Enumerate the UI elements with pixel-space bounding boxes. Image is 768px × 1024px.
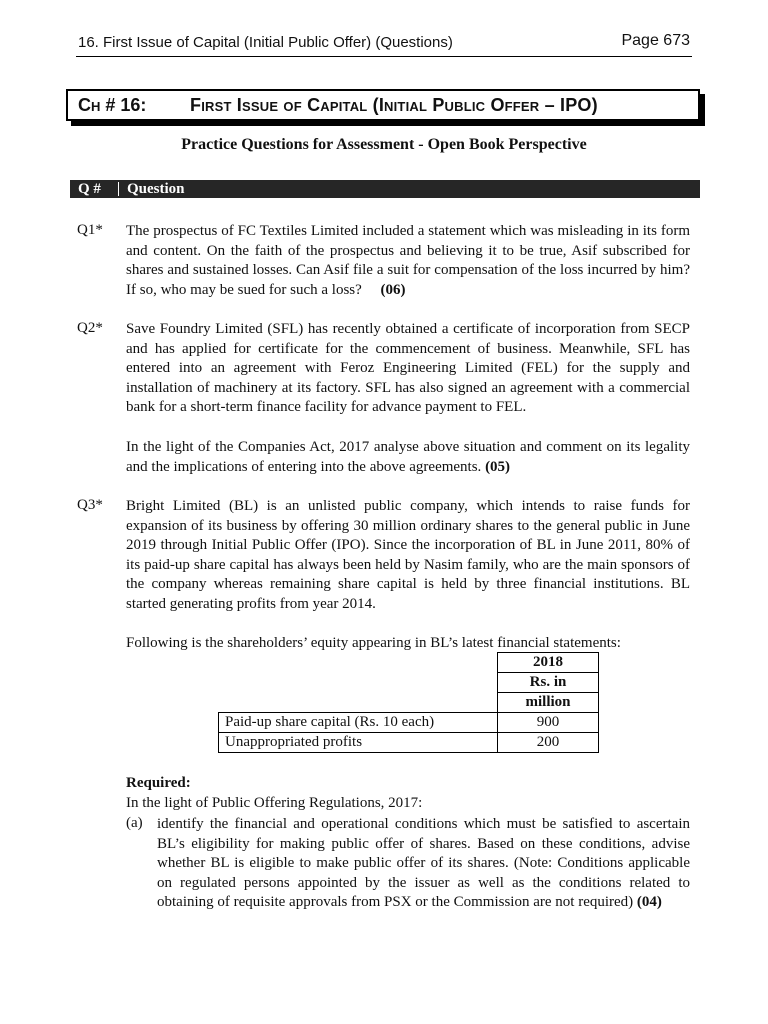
table-cell-empty <box>219 673 498 693</box>
question-number: Q2* <box>77 320 103 336</box>
table-cell-empty <box>219 693 498 713</box>
part-a-label: (a) <box>126 815 143 831</box>
row-label: Paid-up share capital (Rs. 10 each) <box>219 713 498 733</box>
question-text: Bright Limited (BL) is an unlisted public company, which intends to raise funds for expansion of its business by offering 30 million ordinary shares to the general public in June 2019 through Initial Public Offer (IPO). Since the incorporation of BL in June 2011, 80% of its paid-up share capital has always been held by Nasim family, who are the main sponsors of the company whereas remaining share capital is held by three financial institutions. BL started generating profits from year 2014. <box>126 498 690 612</box>
question-number: Q3* <box>77 497 103 513</box>
part-a-text <box>157 815 690 913</box>
page-number: Page 673 <box>621 32 690 49</box>
table-cell-empty <box>219 653 498 673</box>
qnum-column-header: Q # <box>78 181 101 197</box>
unit-header-line2: million <box>498 693 599 713</box>
question-column-header: Question <box>127 181 185 197</box>
chapter-title: First Issue of Capital (Initial Public Offer – IPO) <box>190 95 598 115</box>
question-number: Q1* <box>77 222 103 238</box>
question-body: The prospectus of FC Textiles Limited included a statement which was misleading in its form and content. On the faith of the prospectus and believing it to be true, Asif subscribed for shares and sustained losses. Can Asif file a suit for compensation of the loss incurred by him? If so, who may be sued for such a loss? <box>126 223 690 298</box>
table-row <box>219 673 599 693</box>
question-marks: (06) <box>380 281 406 298</box>
chapter-title-box <box>66 89 700 121</box>
table-row <box>219 713 599 733</box>
part-a-body: identify the financial and operational conditions which must be satisfied to ascertain BL’s eligibility for making public offer of shares. Based on these conditions, advise whether BL is eligible to make public offer of its shares. (Note: Conditions applicable on regulated persons appointed by the issuer as well as the conditions related to obtaining of requisite approvals from PSX or the Commission are not required) <box>157 816 690 911</box>
part-a-marks: (04) <box>636 894 662 911</box>
question-text-continued: Following is the shareholders’ equity appearing in BL’s latest financial statements: <box>126 635 621 651</box>
question-body: In the light of the Companies Act, 2017 analyse above situation and comment on its legality and the implications of entering into the above agreements. <box>126 439 690 475</box>
year-header: 2018 <box>498 653 599 673</box>
chapter-number: Ch # 16: <box>78 95 147 115</box>
required-intro: In the light of Public Offering Regulations, 2017: <box>126 795 423 811</box>
table-row <box>219 693 599 713</box>
table-row <box>219 733 599 753</box>
equity-table <box>218 652 599 753</box>
row-value: 200 <box>498 733 599 753</box>
header-divider <box>118 182 119 196</box>
page-header <box>76 32 692 57</box>
row-label: Unappropriated profits <box>219 733 498 753</box>
question-text-continued <box>126 438 690 477</box>
question-text: Save Foundry Limited (SFL) has recently obtained a certificate of incorporation from SECP and has applied for certificate for the commencement of business. Meanwhile, SFL has entered into an agreement with Feroz Engineering Limited (FEL) for the supply and installation of machinery at its factory. SFL has also signed an agreement with a commercial bank for a short-term finance facility for advance payment to FEL. <box>126 321 690 416</box>
question-marks: (05) <box>485 458 511 475</box>
required-heading: Required: <box>126 775 191 791</box>
question-table-header <box>70 180 700 198</box>
unit-header-line1: Rs. in <box>498 673 599 693</box>
row-value: 900 <box>498 713 599 733</box>
question-text <box>126 222 690 300</box>
table-row <box>219 653 599 673</box>
section-subtitle: Practice Questions for Assessment - Open Book Perspective <box>181 136 587 153</box>
header-title: 16. First Issue of Capital (Initial Public Offer) (Questions) <box>78 34 453 51</box>
